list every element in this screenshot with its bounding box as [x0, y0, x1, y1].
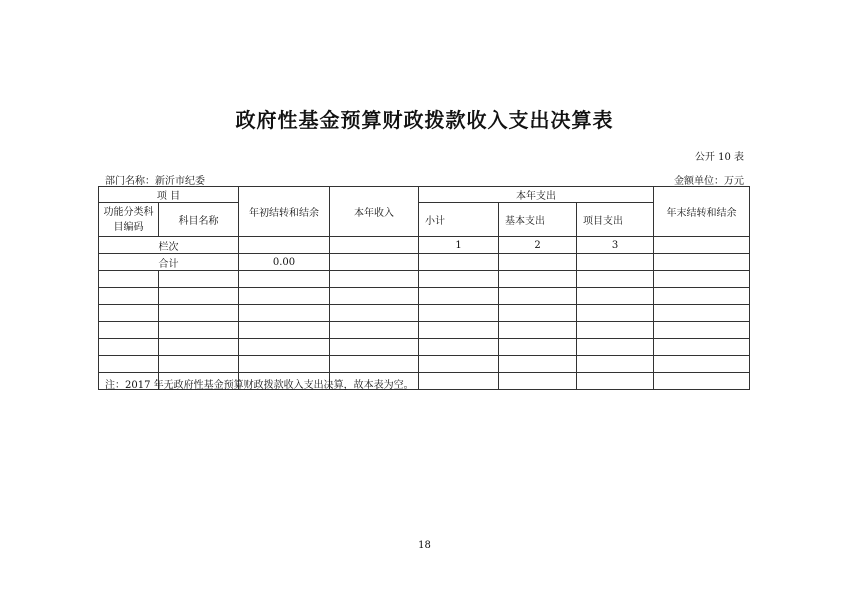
table-row [99, 271, 750, 288]
table-row-total [99, 254, 750, 271]
header-opening-balance: 年初结转和结余 [239, 187, 330, 237]
footnote: 注：2017 年无政府性基金预算财政拨款收入支出决算，故本表为空。 [105, 380, 414, 391]
page-title: 政府性基金预算财政拨款收入支出决算表 [235, 108, 614, 132]
table-cell [654, 254, 750, 271]
unit-label: 金额单位：万元 [674, 176, 744, 187]
table-cell [330, 254, 419, 271]
table-cell [499, 254, 577, 271]
table-cell [239, 237, 330, 254]
column-index-1: 1 [419, 237, 499, 254]
table-cell [654, 237, 750, 254]
table-row [99, 305, 750, 322]
column-index-3: 3 [577, 237, 654, 254]
table-row [99, 339, 750, 356]
header-closing-balance: 年末结转和结余 [654, 187, 750, 237]
column-index-label: 栏次 [99, 237, 239, 254]
department-label: 部门名称：新沂市纪委 [105, 176, 205, 187]
header-basic-expense: 基本支出 [499, 203, 577, 237]
page-number: 18 [418, 540, 431, 551]
header-func-code: 功能分类科目编码 [99, 203, 159, 237]
table-row [99, 288, 750, 305]
header-item: 项 目 [99, 187, 239, 203]
table-cell [577, 254, 654, 271]
table-row-column-index [99, 237, 750, 254]
table-cell [330, 237, 419, 254]
fund-table [98, 186, 750, 390]
header-current-expense: 本年支出 [419, 187, 654, 203]
header-subtotal: 小计 [419, 203, 499, 237]
total-opening-balance: 0.00 [239, 254, 330, 271]
total-label: 合计 [99, 254, 239, 271]
table-number: 公开 10 表 [694, 152, 744, 163]
table-row [99, 322, 750, 339]
column-index-2: 2 [499, 237, 577, 254]
table-row [99, 356, 750, 373]
header-subject-name: 科目名称 [159, 203, 239, 237]
header-project-expense: 项目支出 [577, 203, 654, 237]
table-cell [419, 254, 499, 271]
header-current-income: 本年收入 [330, 187, 419, 237]
